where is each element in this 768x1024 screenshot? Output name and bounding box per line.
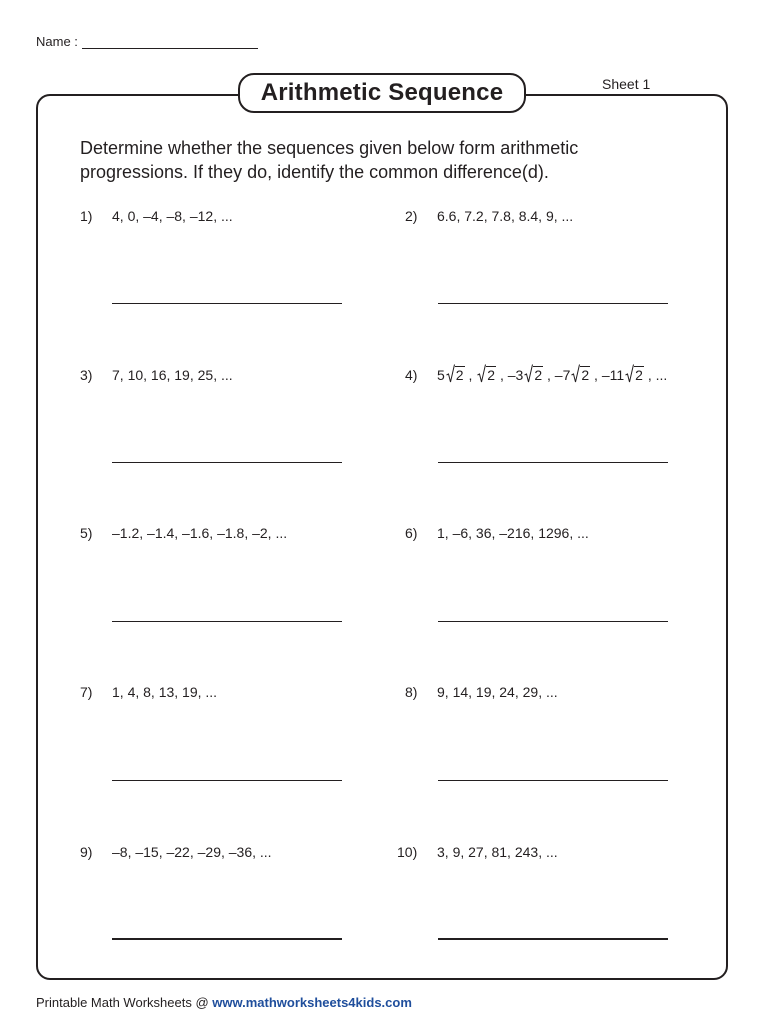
instructions-text: Determine whether the sequences given below form arithmetic progressions. If they do, identify the common difference(d). xyxy=(80,138,579,182)
problem-sequence: 6.6, 7.2, 7.8, 8.4, 9, ... xyxy=(437,208,574,224)
problem-number: 2) xyxy=(405,208,418,224)
term-1-coefficient: 5 xyxy=(437,367,445,383)
problem-sequence: –8, –15, –22, –29, –36, ... xyxy=(112,844,272,860)
footer-link[interactable]: www.mathworksheets4kids.com xyxy=(212,995,412,1010)
radicand: 2 xyxy=(581,367,590,383)
problem-sequence: 9, 14, 19, 24, 29, ... xyxy=(437,684,558,700)
answer-line-8[interactable] xyxy=(438,780,668,781)
square-root-icon xyxy=(571,364,580,383)
square-root-4 xyxy=(571,365,590,385)
radicand: 2 xyxy=(534,367,543,383)
square-root-5 xyxy=(625,365,644,385)
radicand: 2 xyxy=(455,367,464,383)
problem-sequence: 5 2 , 2 , –3 2 , –7 2 , –11 2 , ... xyxy=(437,365,667,385)
square-root-icon xyxy=(446,364,455,383)
radicand: 2 xyxy=(635,367,643,383)
problem-sequence: 7, 10, 16, 19, 25, ... xyxy=(112,367,233,383)
ellipsis: ... xyxy=(655,367,668,383)
square-root-icon xyxy=(477,364,486,383)
problem-number: 1) xyxy=(80,208,93,224)
problem-sequence: 3, 9, 27, 81, 243, ... xyxy=(437,844,558,860)
answer-line-10[interactable] xyxy=(438,938,668,940)
name-input-line[interactable] xyxy=(82,34,258,49)
answer-line-3[interactable] xyxy=(112,462,342,463)
page-title: Arithmetic Sequence xyxy=(238,73,526,113)
answer-line-1[interactable] xyxy=(112,303,342,304)
answer-line-5[interactable] xyxy=(112,621,342,622)
sheet-number: Sheet 1 xyxy=(602,76,651,92)
footer xyxy=(36,995,412,1010)
answer-line-4[interactable] xyxy=(438,462,668,463)
name-field-row xyxy=(36,34,258,49)
problem-number: 3) xyxy=(80,367,93,383)
problem-number: 4) xyxy=(405,367,418,383)
square-root-3 xyxy=(524,365,543,385)
problem-sequence: 4, 0, –4, –8, –12, ... xyxy=(112,208,233,224)
square-root-icon xyxy=(625,364,634,383)
problem-sequence: 1, –6, 36, –216, 1296, ... xyxy=(437,525,589,541)
term-4-coefficient: –7 xyxy=(554,367,571,383)
footer-text: Printable Math Worksheets @ xyxy=(36,995,213,1010)
term-5-coefficient: –11 xyxy=(601,367,625,383)
answer-line-9[interactable] xyxy=(112,938,342,940)
square-root-1 xyxy=(446,365,465,385)
radicand: 2 xyxy=(487,367,496,383)
term-3-coefficient: –3 xyxy=(507,367,524,383)
name-label: Name : xyxy=(36,34,78,49)
problem-number: 10) xyxy=(397,844,418,860)
problem-number: 8) xyxy=(405,684,418,700)
problem-number: 9) xyxy=(80,844,93,860)
problem-sequence: –1.2, –1.4, –1.6, –1.8, –2, ... xyxy=(112,525,288,541)
answer-line-6[interactable] xyxy=(438,621,668,622)
problem-number: 5) xyxy=(80,525,93,541)
square-root-icon xyxy=(524,364,533,383)
problem-number: 6) xyxy=(405,525,418,541)
answer-line-2[interactable] xyxy=(438,303,668,304)
problem-number: 7) xyxy=(80,684,93,700)
square-root-2 xyxy=(477,365,496,385)
answer-line-7[interactable] xyxy=(112,780,342,781)
problem-sequence: 1, 4, 8, 13, 19, ... xyxy=(112,684,218,700)
